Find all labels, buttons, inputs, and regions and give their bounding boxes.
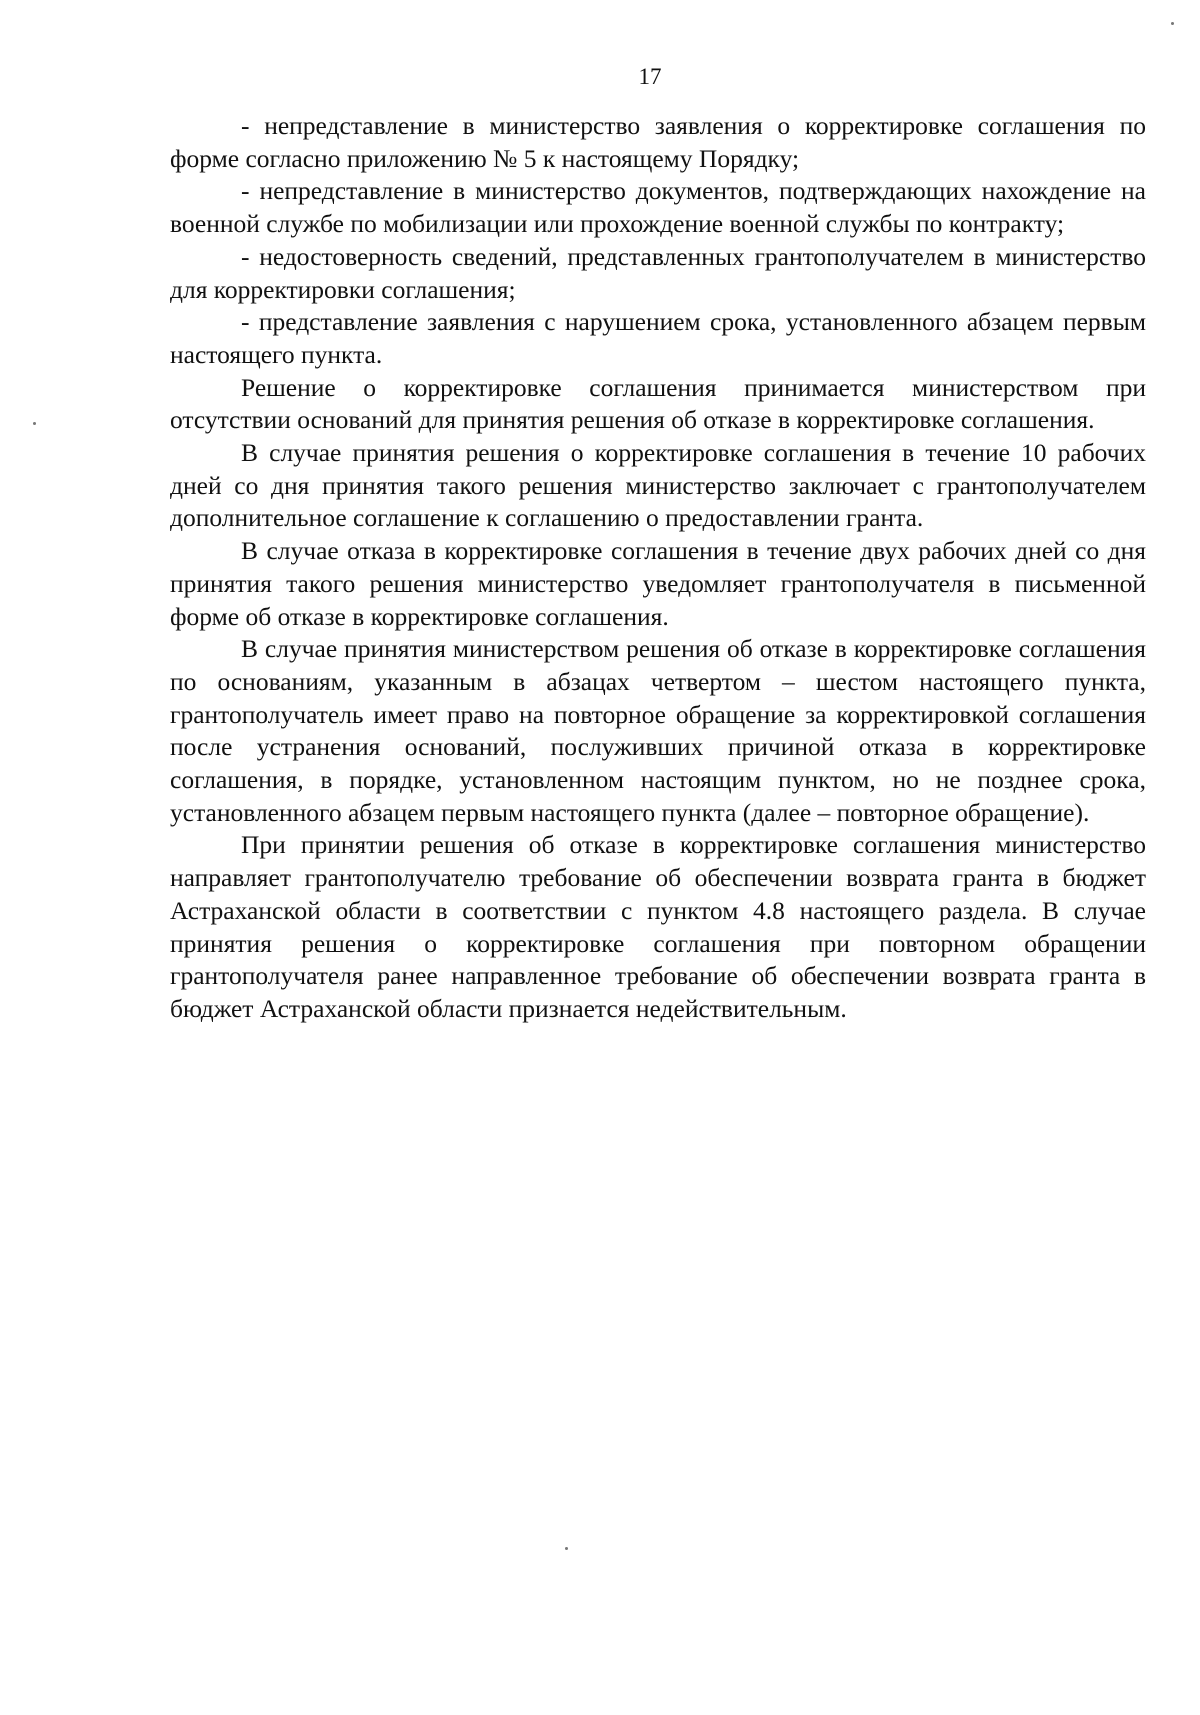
paragraph-2: - непредставление в министерство документов, подтверждающих нахождение на военной службе по мобилизации или прохождение военной службы по контракту; — [170, 176, 1146, 239]
scan-speck — [33, 422, 36, 425]
paragraph-5: Решение о корректировке соглашения принимается министерством при отсутствии оснований для принятия решения об отказе в корректировке соглашения. — [170, 372, 1146, 435]
paragraph-9: При принятии решения об отказе в корректировке соглашения министерство направляет грантополучателю требование об обеспечении возврата гранта в бюджет Астраханской области в соответствии с пунктом 4.8 настоящего раздела. В случае принятия решения о корректировке соглашения при повторном обращении грантополучателя ранее направленное требование об обеспечении возврата гранта в бюджет Астраханской области признается недействительным. — [170, 830, 1146, 1023]
scan-speck — [1171, 22, 1174, 25]
paragraph-7: В случае отказа в корректировке соглашения в течение двух рабочих дней со дня принятия такого решения министерство уведомляет грантополучателя в письменной форме об отказе в корректировке соглашения. — [170, 536, 1146, 631]
paragraph-6: В случае принятия решения о корректировке соглашения в течение 10 рабочих дней со дня принятия такого решения министерство заключает с грантополучателем дополнительное соглашение к соглашению о предоставлении гранта. — [170, 438, 1146, 533]
paragraph-4: - представление заявления с нарушением срока, установленного абзацем первым настоящего пункта. — [170, 307, 1146, 369]
scan-speck — [565, 1547, 568, 1550]
paragraph-3: - недостоверность сведений, представленных грантополучателем в министерство для корректировки соглашения; — [170, 241, 1146, 304]
paragraph-8: В случае принятия министерством решения об отказе в корректировке соглашения по основаниям, указанным в абзацах четвертом – шестом настоящего пункта, грантополучатель имеет право на повторное обращение за корректировкой соглашения после устранения оснований, послуживших причиной отказа в корректировке соглашения, в порядке, установленном настоящим пунктом, но не позднее срока, установленного абзацем первым настоящего пункта (далее – повторное обращение). — [170, 634, 1146, 827]
document-body — [170, 110, 1146, 1026]
page-number: 17 — [638, 64, 662, 89]
paragraph-1: - непредставление в министерство заявления о корректировке соглашения по форме согласно приложению № 5 к настоящему Порядку; — [170, 111, 1146, 173]
